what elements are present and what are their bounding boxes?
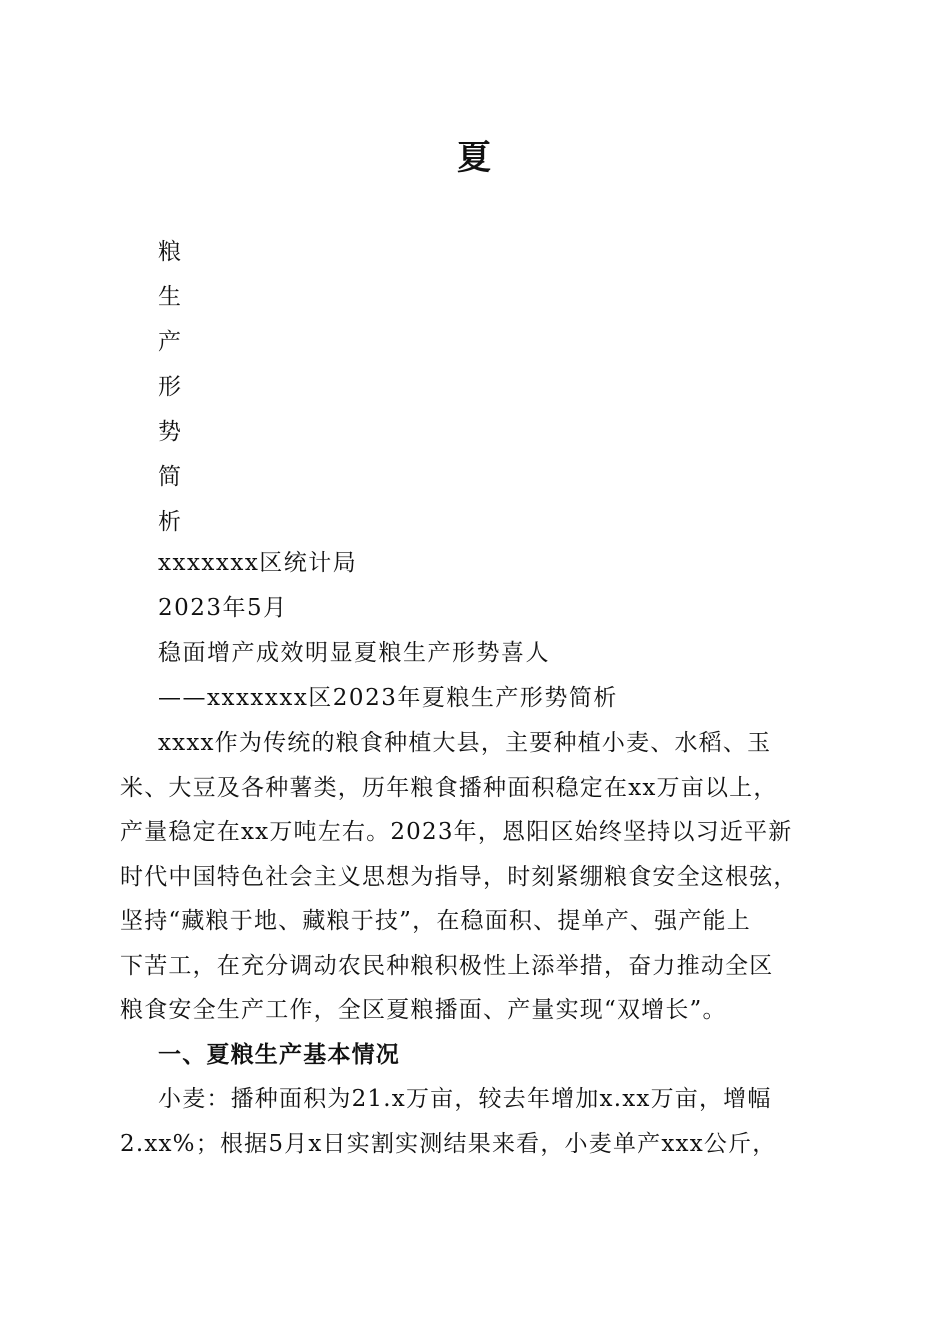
vertical-char: 粮 [158, 239, 181, 265]
section-heading: 一、夏粮生产基本情况 [158, 1041, 400, 1068]
body-text [120, 721, 832, 1166]
header-block [158, 541, 838, 721]
subtitle: ——xxxxxxx区2023年夏粮生产形势简析 [158, 685, 618, 711]
paragraph-line: 坚持“藏粮于地、藏粮于技”，在稳面积、提单产、强产能上 [120, 908, 751, 934]
vertical-char: 形 [158, 374, 181, 400]
paragraph-line: 产量稳定在xx万吨左右。2023年，恩阳区始终坚持以习近平新 [120, 819, 793, 845]
vertical-char: 势 [158, 419, 181, 445]
paragraph-line: 粮食安全生产工作，全区夏粮播面、产量实现“双增长”。 [120, 997, 727, 1023]
vertical-title-column [158, 230, 218, 545]
vertical-char: 生 [158, 284, 181, 310]
date-line: 2023年5月 [158, 595, 288, 621]
paragraph-line: 2.xx%；根据5月x日实割实测结果来看，小麦单产xxx公斤， [120, 1130, 777, 1157]
document-title: 夏 [457, 138, 493, 178]
paragraph-line: xxxx作为传统的粮食种植大县，主要种植小麦、水稻、玉 [158, 730, 772, 756]
headline: 稳面增产成效明显夏粮生产形势喜人 [158, 640, 550, 666]
paragraph-line: 小麦：播种面积为21.x万亩，较去年增加x.xx万亩，增幅 [158, 1086, 772, 1112]
paragraph-line: 时代中国特色社会主义思想为指导，时刻紧绷粮食安全这根弦， [120, 863, 798, 890]
author-line: xxxxxxx区统计局 [158, 550, 358, 576]
paragraph-line: 下苦工，在充分调动农民种粮积极性上添举措，奋力推动全区 [120, 952, 774, 979]
paragraph-line: 米、大豆及各种薯类，历年粮食播种面积稳定在xx万亩以上， [120, 774, 778, 801]
vertical-char: 产 [158, 329, 181, 355]
vertical-char: 析 [158, 509, 181, 535]
vertical-char: 简 [158, 464, 181, 490]
